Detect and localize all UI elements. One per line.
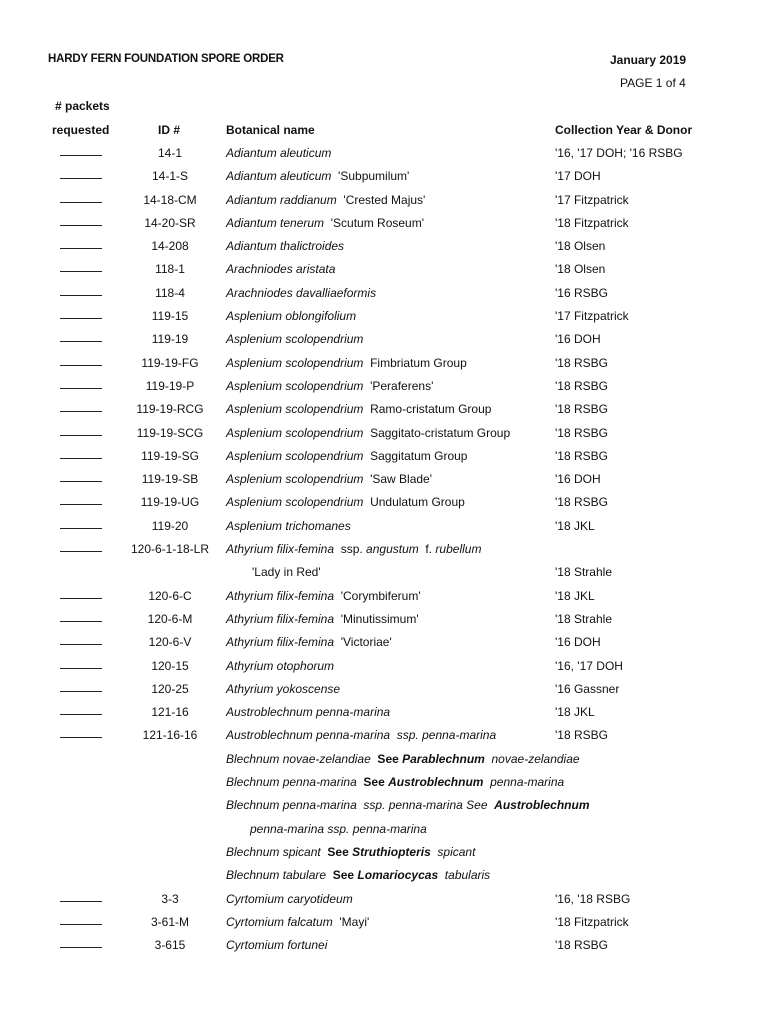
packets-requested-blank[interactable] xyxy=(60,284,102,296)
name-segment: Austroblechnum xyxy=(388,775,484,790)
spore-id: 119-19-RCG xyxy=(136,402,204,417)
name-segment: Fimbriatum Group xyxy=(363,355,467,370)
name-segment: novae-zelandiae xyxy=(484,751,580,766)
name-segment: Cyrtomium fortunei xyxy=(226,938,328,953)
table-row xyxy=(0,282,770,305)
packets-requested-blank[interactable] xyxy=(60,657,102,669)
name-segment: Asplenium trichomanes xyxy=(226,518,351,533)
spore-id: 119-19-P xyxy=(145,378,195,393)
collection-year-donor: '17 DOH xyxy=(555,169,601,184)
botanical-name xyxy=(226,728,496,742)
table-row xyxy=(0,771,770,794)
table-row xyxy=(0,841,770,864)
botanical-name xyxy=(226,635,392,649)
table-row xyxy=(0,608,770,631)
name-segment: Adiantum tenerum xyxy=(226,215,325,230)
collection-year-donor: '18 RSBG xyxy=(555,355,608,370)
name-segment: Arachniodes aristata xyxy=(226,262,336,277)
collection-year-donor: '16 DOH xyxy=(555,635,601,650)
botanical-name xyxy=(226,659,334,673)
table-row xyxy=(0,328,770,351)
collection-year-donor: '16, '17 DOH; '16 RSBG xyxy=(555,146,683,160)
spore-id: 120-6-V xyxy=(148,635,192,650)
table-row xyxy=(0,701,770,724)
botanical-name xyxy=(226,752,580,766)
spore-id: 14-208 xyxy=(151,239,189,254)
name-segment: See xyxy=(356,775,389,790)
name-segment: Cyrtomium falcatum xyxy=(226,914,333,929)
name-segment: Austroblechnum penna-marina xyxy=(226,728,391,743)
name-segment: 'Scutum Roseum' xyxy=(324,215,425,230)
name-segment: 'Peraferens' xyxy=(363,378,434,393)
botanical-name xyxy=(226,589,421,603)
packets-requested-blank[interactable] xyxy=(60,633,102,645)
collection-year-donor: '18 Strahle xyxy=(555,611,612,626)
table-row xyxy=(0,375,770,398)
name-segment: 'Mayi' xyxy=(332,914,370,929)
name-segment: Austroblechnum penna-marina xyxy=(226,705,391,720)
botanical-name xyxy=(226,519,351,533)
collection-year-donor: '18 RSBG xyxy=(555,938,608,953)
table-row xyxy=(0,655,770,678)
spore-id: 3-61-M xyxy=(150,914,189,929)
botanical-name xyxy=(226,239,344,253)
botanical-name xyxy=(226,798,590,812)
name-segment: Blechnum novae-zelandiae xyxy=(226,751,371,766)
packets-requested-blank[interactable] xyxy=(60,517,102,529)
spore-id: 118-1 xyxy=(155,262,185,277)
table-row xyxy=(0,189,770,212)
name-segment: Asplenium oblongifolium xyxy=(226,309,357,324)
collection-year-donor: '18 RSBG xyxy=(555,448,608,463)
name-segment: penna-marina ssp. penna-marina xyxy=(250,821,427,836)
name-segment: Parablechnum xyxy=(402,751,485,766)
botanical-name xyxy=(226,682,340,696)
packets-requested-blank[interactable] xyxy=(60,400,102,412)
table-row xyxy=(0,491,770,514)
name-segment: Austroblechnum xyxy=(494,798,590,813)
collection-year-donor: '18 JKL xyxy=(555,588,595,603)
table-row xyxy=(0,258,770,281)
spore-id: 119-19-SB xyxy=(141,472,199,487)
table-row xyxy=(0,794,770,817)
botanical-name xyxy=(226,892,353,906)
packets-requested-blank[interactable] xyxy=(60,913,102,925)
botanical-name xyxy=(226,472,432,486)
packets-requested-blank[interactable] xyxy=(60,470,102,482)
collection-year-donor: '18 Fitzpatrick xyxy=(555,914,629,929)
name-segment: Lomariocycas xyxy=(357,868,439,883)
spore-id: 119-19-UG xyxy=(140,495,200,510)
table-row xyxy=(0,305,770,328)
packets-requested-blank[interactable] xyxy=(60,890,102,902)
table-row xyxy=(0,911,770,934)
name-segment: 'Corymbiferum' xyxy=(334,588,421,603)
spore-id: 14-1-S xyxy=(151,169,189,184)
packets-requested-blank[interactable] xyxy=(60,377,102,389)
name-segment: penna-marina xyxy=(483,775,565,790)
spore-id: 119-19-SG xyxy=(141,448,199,463)
name-segment: Cyrtomium caryotideum xyxy=(226,891,353,906)
collection-year-donor: '16 Gassner xyxy=(555,681,620,696)
collection-year-donor: '17 Fitzpatrick xyxy=(555,192,629,207)
collection-year-donor: '18 RSBG xyxy=(555,402,608,417)
name-segment: Asplenium scolopendrium xyxy=(226,448,364,463)
collection-year-donor: '16 RSBG xyxy=(555,285,608,300)
packets-requested-blank[interactable] xyxy=(60,424,102,436)
botanical-name xyxy=(226,542,481,556)
packets-requested-blank[interactable] xyxy=(60,493,102,505)
page-number: PAGE 1 of 4 xyxy=(620,76,686,90)
name-segment: ssp. xyxy=(334,542,367,557)
name-segment: Struthiopteris xyxy=(352,844,431,859)
document-title: HARDY FERN FOUNDATION SPORE ORDER xyxy=(48,53,284,65)
name-segment: Blechnum spicant xyxy=(226,844,321,859)
table-row xyxy=(0,864,770,887)
name-segment: Asplenium scolopendrium xyxy=(226,425,364,440)
name-segment: Adiantum aleuticum xyxy=(226,146,332,160)
botanical-name xyxy=(226,426,510,440)
name-segment: rubellum xyxy=(435,542,482,557)
botanical-name xyxy=(226,402,491,416)
spore-id: 120-6-M xyxy=(147,611,193,626)
packets-requested-blank[interactable] xyxy=(60,330,102,342)
botanical-name xyxy=(226,356,467,370)
name-segment: 'Victoriae' xyxy=(334,635,392,650)
botanical-name xyxy=(226,938,327,952)
name-segment: See xyxy=(370,751,403,766)
spore-id: 3-615 xyxy=(154,938,186,953)
botanical-name xyxy=(226,286,376,300)
collection-year-donor: '18 RSBG xyxy=(555,425,608,440)
packets-requested-blank[interactable] xyxy=(60,726,102,738)
name-segment: Asplenium scolopendrium xyxy=(226,332,364,347)
botanical-name xyxy=(226,845,475,859)
collection-year-donor: '16, '18 RSBG xyxy=(555,891,631,906)
table-row xyxy=(0,398,770,421)
spore-id: 119-19-FG xyxy=(141,355,199,370)
spore-id: 3-3 xyxy=(161,891,179,906)
packets-requested-blank[interactable] xyxy=(60,447,102,459)
botanical-name xyxy=(226,146,331,160)
name-segment: Blechnum penna-marina xyxy=(226,775,357,790)
name-segment: Athyrium filix-femina xyxy=(226,611,335,626)
table-row xyxy=(0,422,770,445)
packets-requested-blank[interactable] xyxy=(60,703,102,715)
botanical-name xyxy=(226,449,467,463)
collection-donor-column-header: Collection Year & Donor xyxy=(555,123,693,137)
document-date: January 2019 xyxy=(610,53,687,67)
botanical-name xyxy=(226,216,424,230)
name-segment: angustum xyxy=(366,542,419,557)
spore-id: 120-25 xyxy=(151,681,189,696)
collection-year-donor: '18 JKL xyxy=(555,705,595,720)
table-row xyxy=(0,934,770,957)
collection-year-donor: '16, '17 DOH xyxy=(555,658,623,673)
name-segment: Adiantum aleuticum xyxy=(226,169,332,184)
name-segment: 'Minutissimum' xyxy=(334,611,419,626)
name-segment: Blechnum penna-marina xyxy=(226,798,357,813)
packets-requested-blank[interactable] xyxy=(60,680,102,692)
table-row xyxy=(0,818,770,841)
botanical-name xyxy=(226,612,419,626)
table-row xyxy=(0,678,770,701)
spore-id: 14-1 xyxy=(157,146,183,160)
name-segment: Asplenium scolopendrium xyxy=(226,378,364,393)
table-row xyxy=(0,212,770,235)
name-segment: tabularis xyxy=(438,868,491,883)
name-segment: Athyrium filix-femina xyxy=(226,542,335,557)
botanical-name xyxy=(226,262,335,276)
botanical-name xyxy=(226,379,433,393)
name-segment: Saggitatum Group xyxy=(363,448,468,463)
packets-header-line2: requested xyxy=(52,123,110,137)
collection-year-donor: '18 Olsen xyxy=(555,239,606,254)
spore-id: 118-4 xyxy=(155,285,185,300)
name-segment: Adiantum thalictroides xyxy=(226,239,345,254)
name-segment: f. xyxy=(418,542,436,557)
name-segment: 'Saw Blade' xyxy=(363,472,433,487)
spore-list xyxy=(0,142,770,957)
name-segment: Saggitato-cristatum Group xyxy=(363,425,511,440)
name-segment: Undulatum Group xyxy=(363,495,465,510)
name-segment: Athyrium filix-femina xyxy=(226,588,335,603)
botanical-name xyxy=(250,822,427,836)
packets-requested-blank[interactable] xyxy=(60,191,102,203)
name-segment: ssp. penna-marina See xyxy=(356,798,495,813)
packets-requested-blank[interactable] xyxy=(60,214,102,226)
name-segment: Asplenium scolopendrium xyxy=(226,402,364,417)
table-row xyxy=(0,561,770,584)
packets-requested-blank[interactable] xyxy=(60,307,102,319)
botanical-name xyxy=(226,332,363,346)
name-segment: 'Crested Majus' xyxy=(336,192,426,207)
table-row xyxy=(0,468,770,491)
table-row xyxy=(0,165,770,188)
collection-year-donor: '16 DOH xyxy=(555,332,601,347)
name-segment: Arachniodes davalliaeformis xyxy=(226,285,377,300)
name-segment: 'Subpumilum' xyxy=(331,169,410,184)
packets-requested-blank[interactable] xyxy=(60,260,102,272)
packets-requested-blank[interactable] xyxy=(60,167,102,179)
table-row xyxy=(0,888,770,911)
table-row xyxy=(0,748,770,771)
name-segment: Athyrium otophorum xyxy=(226,658,335,673)
spore-id: 120-6-C xyxy=(148,588,192,603)
spore-id: 121-16 xyxy=(151,705,189,720)
collection-year-donor: '18 Olsen xyxy=(555,262,606,277)
botanical-name xyxy=(226,868,490,882)
table-row xyxy=(0,585,770,608)
name-segment: 'Lady in Red' xyxy=(252,565,321,580)
spore-id: 120-6-1-18-LR xyxy=(130,542,210,557)
packets-requested-blank[interactable] xyxy=(60,354,102,366)
collection-year-donor: '17 Fitzpatrick xyxy=(555,309,629,324)
name-segment: spicant xyxy=(430,844,476,859)
spore-id: 119-19 xyxy=(151,332,189,347)
collection-year-donor: '16 DOH xyxy=(555,472,601,487)
collection-year-donor: '18 Fitzpatrick xyxy=(555,215,629,230)
packets-requested-blank[interactable] xyxy=(60,936,102,948)
name-segment: Athyrium yokoscense xyxy=(226,681,341,696)
spore-id: 119-20 xyxy=(151,518,189,533)
name-segment: Adiantum raddianum xyxy=(226,192,337,207)
name-segment: Asplenium scolopendrium xyxy=(226,495,364,510)
spore-id: 119-15 xyxy=(151,309,189,324)
botanical-name xyxy=(226,775,564,789)
packets-requested-blank[interactable] xyxy=(60,610,102,622)
name-segment: See xyxy=(326,868,358,883)
collection-year-donor: '18 Strahle xyxy=(555,565,612,580)
table-row xyxy=(0,142,770,165)
table-row xyxy=(0,352,770,375)
botanical-name xyxy=(226,915,369,929)
collection-year-donor: '18 JKL xyxy=(555,518,595,533)
name-segment: Ramo-cristatum Group xyxy=(363,402,492,417)
table-row xyxy=(0,445,770,468)
packets-requested-blank[interactable] xyxy=(60,144,102,156)
packets-requested-blank[interactable] xyxy=(60,540,102,552)
spore-id: 119-19-SCG xyxy=(136,425,204,440)
spore-id: 120-15 xyxy=(151,658,189,673)
spore-id: 14-20-SR xyxy=(144,215,196,230)
name-segment: Athyrium filix-femina xyxy=(226,635,335,650)
collection-year-donor: '18 RSBG xyxy=(555,495,608,510)
name-segment: See xyxy=(320,844,353,859)
table-row xyxy=(0,631,770,654)
packets-requested-blank[interactable] xyxy=(60,237,102,249)
name-segment: ssp. penna-marina xyxy=(390,728,497,743)
table-row xyxy=(0,538,770,561)
id-column-header: ID # xyxy=(158,123,181,137)
name-segment: Asplenium scolopendrium xyxy=(226,355,364,370)
packets-requested-blank[interactable] xyxy=(60,587,102,599)
table-row xyxy=(0,724,770,747)
table-row xyxy=(0,235,770,258)
name-segment: Blechnum tabulare xyxy=(226,868,327,883)
spore-id: 14-18-CM xyxy=(143,192,197,207)
botanical-name xyxy=(226,169,409,183)
table-row xyxy=(0,515,770,538)
packets-header-line1: # packets xyxy=(55,99,110,113)
botanical-name xyxy=(226,193,425,207)
collection-year-donor: '18 RSBG xyxy=(555,378,608,393)
botanical-name xyxy=(226,705,390,719)
name-segment: Asplenium scolopendrium xyxy=(226,472,364,487)
botanical-name xyxy=(252,565,321,579)
spore-id: 121-16-16 xyxy=(142,728,198,743)
botanical-name-column-header: Botanical name xyxy=(226,123,315,137)
collection-year-donor: '18 RSBG xyxy=(555,728,608,743)
botanical-name xyxy=(226,309,356,323)
botanical-name xyxy=(226,495,465,509)
